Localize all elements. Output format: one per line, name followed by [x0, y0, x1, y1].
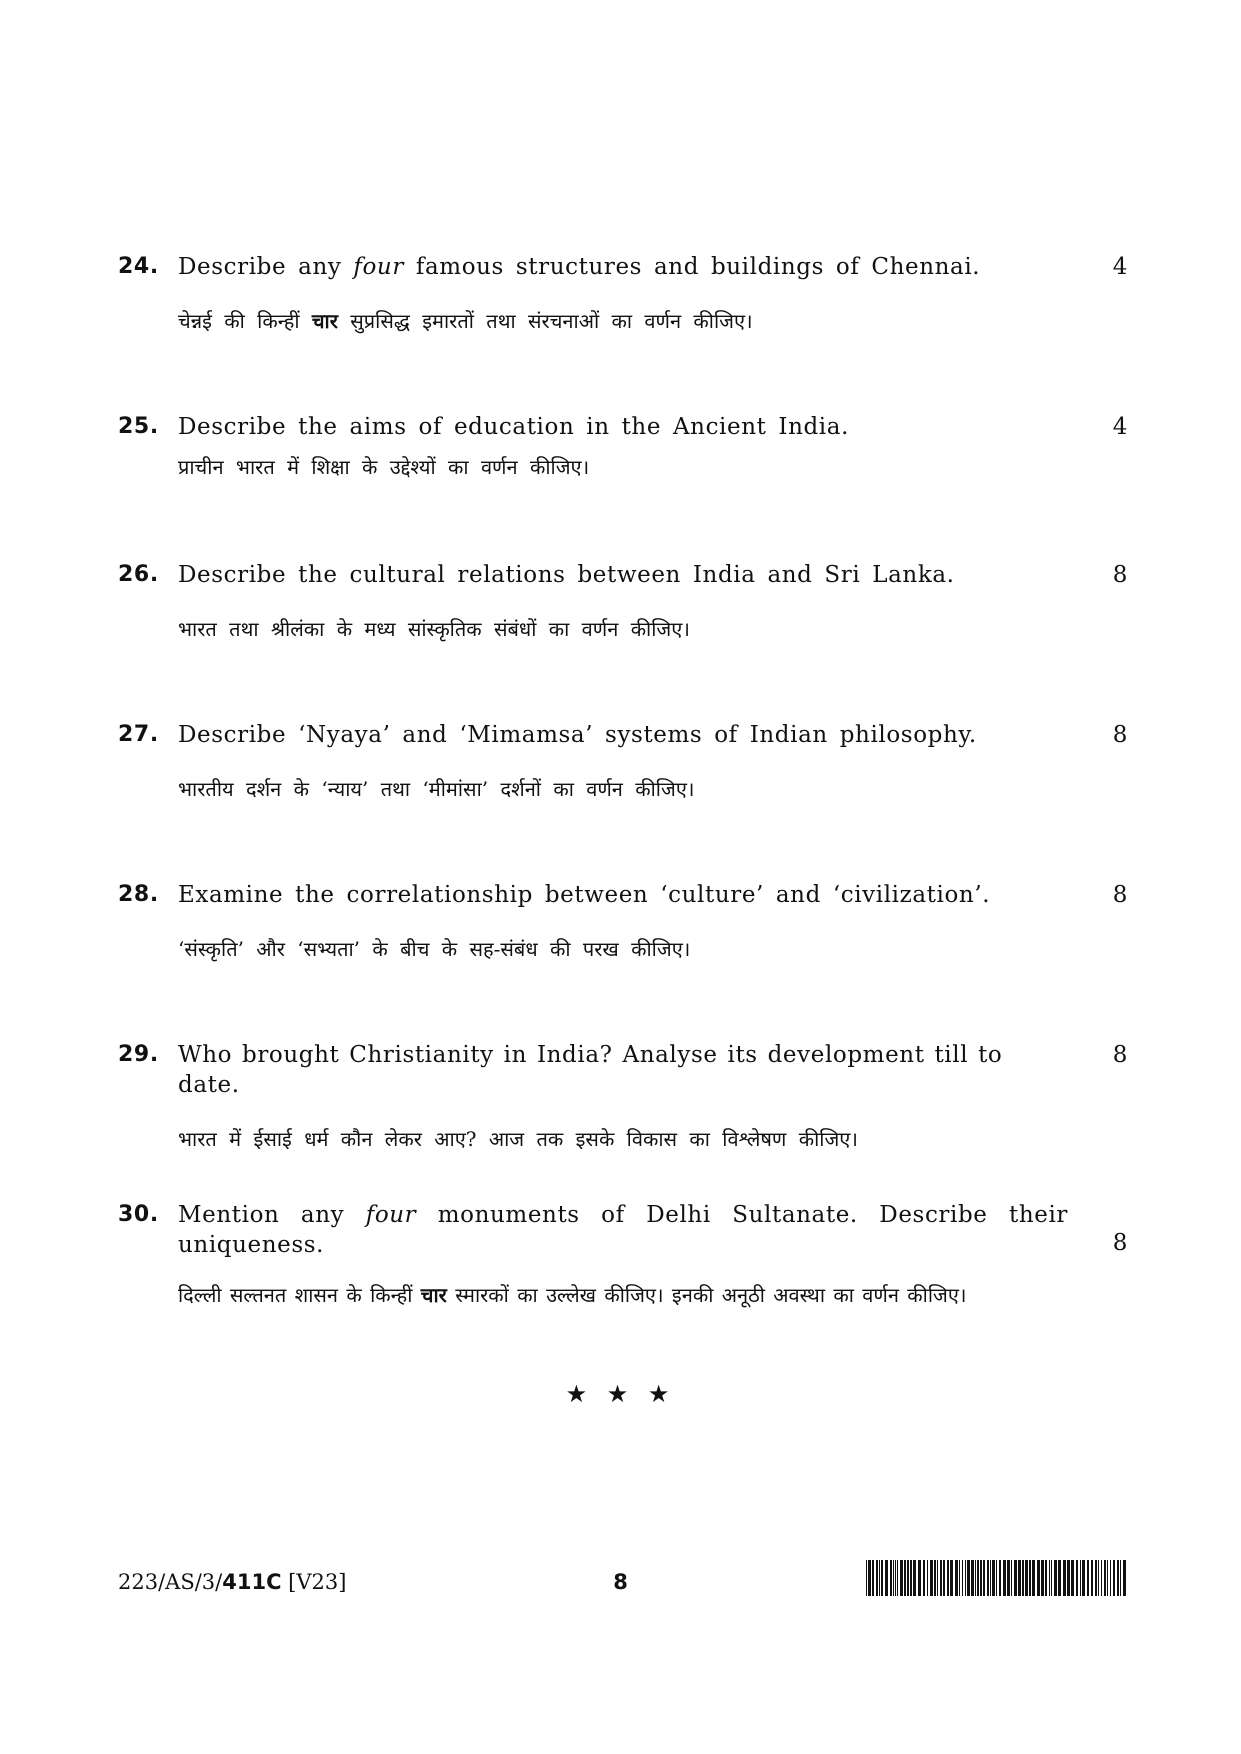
question-text-hindi: चेन्नई की किन्हीं चार सुप्रसिद्ध इमारतों तथा संरचनाओं का वर्णन कीजिए।: [178, 309, 753, 333]
barcode-icon: [866, 1560, 1130, 1596]
question-27: [118, 720, 1128, 804]
question-number: 26.: [118, 562, 159, 587]
marks: 4: [1112, 414, 1128, 440]
question-25: [118, 412, 1128, 482]
marks: 8: [1112, 722, 1128, 748]
question-text: Examine the correlationship between ‘culture’ and ‘civilization’.: [178, 882, 991, 908]
question-text: Mention any four monuments of Delhi Sultanate. Describe their: [178, 1202, 1069, 1228]
marks: 4: [1112, 254, 1128, 280]
question-28: [118, 880, 1128, 964]
question-text-continued: uniqueness.: [178, 1232, 325, 1258]
question-29: [118, 1040, 1128, 1154]
paper-code: 223/AS/3/411C [V23]: [118, 1570, 347, 1594]
question-text-hindi: भारत तथा श्रीलंका के मध्य सांस्कृतिक संबंधों का वर्णन कीजिए।: [178, 617, 690, 641]
question-number: 25.: [118, 414, 159, 439]
question-text: Who brought Christianity in India? Analyse its development till to date.: [178, 1042, 1003, 1098]
question-number: 29.: [118, 1042, 159, 1067]
end-of-paper-stars: ★ ★ ★: [565, 1380, 676, 1408]
question-text-hindi: ‘संस्कृति’ और ‘सभ्यता’ के बीच के सह-संबंध की परख कीजिए।: [178, 937, 691, 961]
question-text-hindi: भारतीय दर्शन के ‘न्याय’ तथा ‘मीमांसा’ दर्शनों का वर्णन कीजिए।: [178, 777, 695, 801]
question-number: 28.: [118, 882, 159, 907]
marks: 8: [1112, 1230, 1128, 1256]
question-number: 24.: [118, 254, 159, 279]
question-26: [118, 560, 1128, 644]
question-text: Describe ‘Nyaya’ and ‘Mimamsa’ systems of Indian philosophy.: [178, 722, 977, 748]
question-text: Describe any four famous structures and buildings of Chennai.: [178, 254, 981, 280]
marks: 8: [1112, 562, 1128, 588]
question-number: 27.: [118, 722, 159, 747]
question-text: Describe the cultural relations between India and Sri Lanka.: [178, 562, 955, 588]
question-text-hindi: प्राचीन भारत में शिक्षा के उद्देश्यों का वर्णन कीजिए।: [178, 455, 590, 479]
question-30: [118, 1200, 1128, 1310]
page-number: 8: [613, 1570, 628, 1594]
question-number: 30.: [118, 1202, 159, 1227]
question-24: [118, 252, 1128, 336]
marks: 8: [1112, 882, 1128, 908]
question-text-hindi: दिल्ली सल्तनत शासन के किन्हीं चार स्मारकों का उल्लेख कीजिए। इनकी अनूठी अवस्था का वर्णन कीजिए।: [178, 1283, 967, 1307]
question-text: Describe the aims of education in the Ancient India.: [178, 414, 849, 440]
marks: 8: [1112, 1042, 1128, 1068]
question-text-hindi: भारत में ईसाई धर्म कौन लेकर आए? आज तक इसके विकास का विश्लेषण कीजिए।: [178, 1127, 858, 1151]
